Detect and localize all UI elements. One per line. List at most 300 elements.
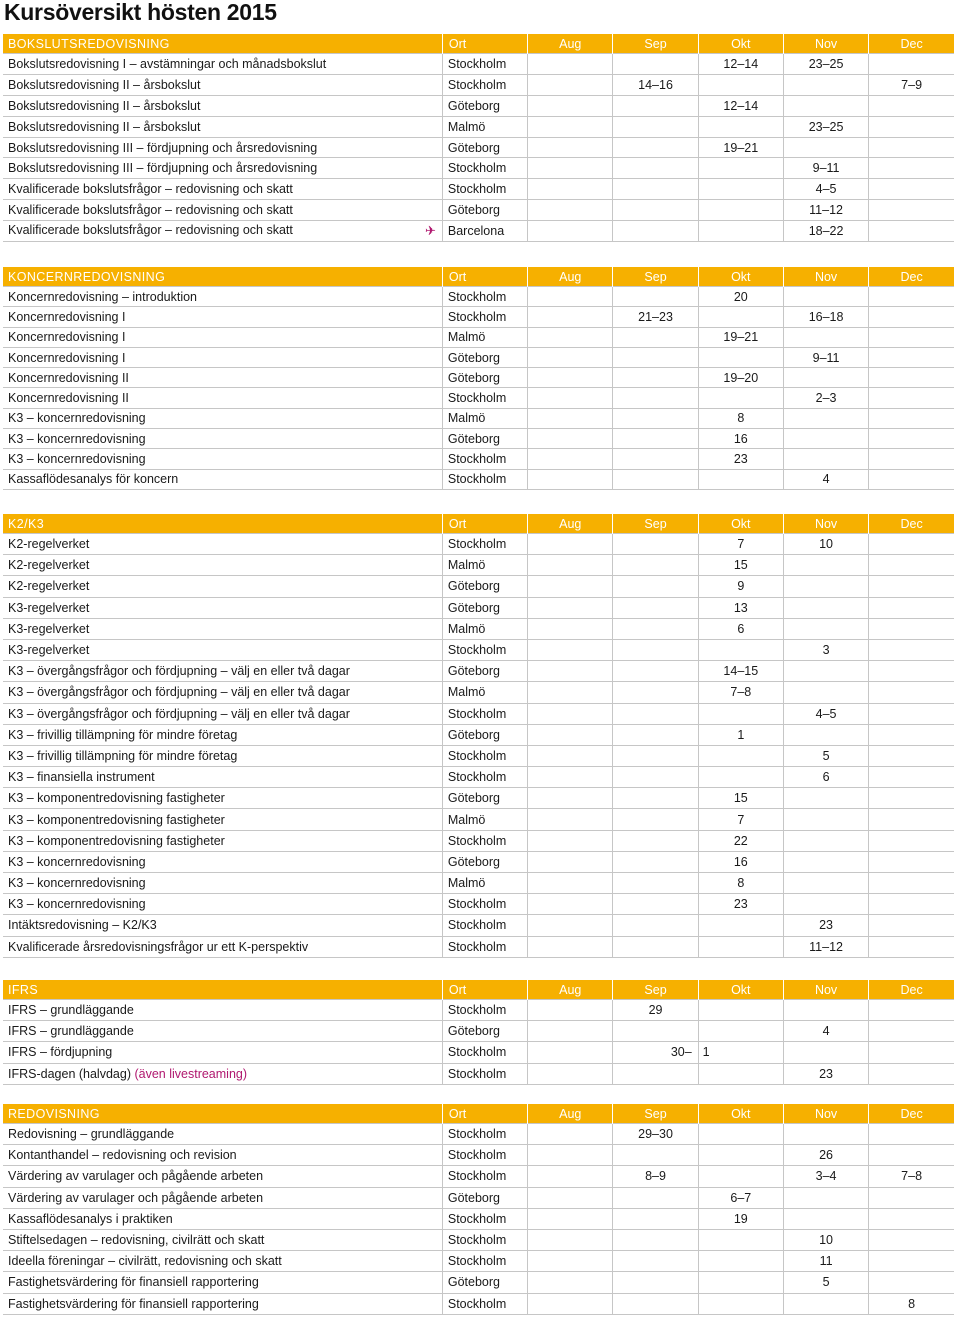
course-date: 13: [698, 597, 783, 618]
course-name-text: Fastighetsvärdering för finansiell rapportering: [8, 1275, 259, 1290]
course-city: Malmö: [442, 116, 527, 137]
course-date: [613, 767, 698, 788]
column-header-month: Dec: [869, 34, 954, 54]
course-table-ifrs: [3, 980, 954, 1085]
course-date: [613, 449, 698, 469]
course-date: 10: [783, 534, 868, 555]
course-name-text: Intäktsredovisning – K2/K3: [8, 918, 157, 933]
course-date: [698, 767, 783, 788]
course-name-text: Kassaflödesanalys i praktiken: [8, 1211, 173, 1226]
course-date: [528, 221, 613, 242]
course-date: 7: [698, 809, 783, 830]
course-table-bokslutsredovisning: [3, 34, 954, 242]
course-table-redovisning: [3, 1104, 954, 1315]
course-name-text: Kvalificerade bokslutsfrågor – redovisning och skatt: [8, 182, 293, 197]
course-name: [3, 327, 442, 347]
course-name-text: Bokslutsredovisning III – fördjupning och årsredovisning: [8, 161, 318, 176]
column-header-month: Aug: [528, 34, 613, 54]
column-header-city: Ort: [442, 267, 527, 287]
course-date: [698, 703, 783, 724]
livestream-note: (även livestreaming): [134, 1066, 248, 1081]
course-date: [528, 576, 613, 597]
course-name-text: Koncernredovisning – introduktion: [8, 289, 198, 304]
course-city: Malmö: [442, 327, 527, 347]
course-date: [528, 809, 613, 830]
course-city: Stockholm: [442, 1145, 527, 1166]
table-header-row: [3, 514, 954, 534]
table-row: [3, 116, 954, 137]
course-city: Göteborg: [442, 597, 527, 618]
course-date: 7–9: [869, 74, 954, 95]
table-row: [3, 1251, 954, 1272]
course-city: Malmö: [442, 809, 527, 830]
column-header-month: Okt: [698, 514, 783, 534]
course-date: [783, 449, 868, 469]
course-date: [869, 54, 954, 75]
course-date: [528, 915, 613, 936]
column-header-month: Okt: [698, 980, 783, 1000]
course-city: Malmö: [442, 555, 527, 576]
section-title: REDOVISNING: [3, 1104, 442, 1124]
course-date: [783, 429, 868, 449]
course-date: [613, 576, 698, 597]
course-name: [3, 1293, 442, 1314]
course-date: 23: [783, 1063, 868, 1084]
course-name-text: Bokslutsredovisning II – årsbokslut: [8, 98, 201, 113]
course-name: [3, 1272, 442, 1293]
course-name-text: Kvalificerade årsredovisningsfrågor ur ett K-perspektiv: [8, 939, 309, 954]
course-date: [613, 703, 698, 724]
course-date: [698, 1145, 783, 1166]
column-header-month: Okt: [698, 34, 783, 54]
course-date: [528, 1293, 613, 1314]
course-date: [528, 788, 613, 809]
course-city: Stockholm: [442, 1293, 527, 1314]
course-name-text: Koncernredovisning II: [8, 391, 129, 406]
table-row: [3, 327, 954, 347]
course-name-text: K3 – koncernredovisning: [8, 876, 146, 891]
course-date: [869, 429, 954, 449]
course-date: [613, 555, 698, 576]
course-date: [783, 830, 868, 851]
course-date: [613, 1145, 698, 1166]
course-date: [613, 809, 698, 830]
course-date: [869, 469, 954, 489]
course-date: [528, 618, 613, 639]
course-date: [528, 137, 613, 158]
table-row: [3, 368, 954, 388]
course-city: Göteborg: [442, 1021, 527, 1042]
course-date: [528, 682, 613, 703]
course-city: Malmö: [442, 682, 527, 703]
course-date: [869, 724, 954, 745]
table-row: [3, 54, 954, 75]
course-date: [783, 788, 868, 809]
course-city: Stockholm: [442, 1229, 527, 1250]
course-name-text: Kassaflödesanalys för koncern: [8, 472, 179, 487]
course-date: [869, 576, 954, 597]
course-date: 4: [783, 1021, 868, 1042]
course-date: 6: [783, 767, 868, 788]
course-name: [3, 809, 442, 830]
table-row: [3, 1124, 954, 1145]
course-name-text: IFRS – fördjupning: [8, 1045, 113, 1060]
table-row: [3, 1063, 954, 1084]
course-city: Stockholm: [442, 1166, 527, 1187]
column-header-month: Sep: [613, 980, 698, 1000]
course-date: [783, 368, 868, 388]
table-row: [3, 788, 954, 809]
course-date: 11–12: [783, 200, 868, 221]
course-date: [698, 1000, 783, 1021]
course-name: [3, 449, 442, 469]
course-date: 16: [698, 429, 783, 449]
course-city: Stockholm: [442, 449, 527, 469]
table-row: [3, 703, 954, 724]
column-header-month: Nov: [783, 514, 868, 534]
course-name: [3, 1166, 442, 1187]
course-date: [613, 221, 698, 242]
course-date: [528, 851, 613, 872]
table-row: [3, 1000, 954, 1021]
course-city: Malmö: [442, 618, 527, 639]
course-name: [3, 703, 442, 724]
course-name-text: K3 – frivillig tillämpning för mindre företag: [8, 748, 238, 763]
course-name-text: K3 – komponentredovisning fastigheter: [8, 833, 225, 848]
course-date: [698, 1251, 783, 1272]
course-city: Stockholm: [442, 307, 527, 327]
course-date: [698, 1021, 783, 1042]
course-date: [613, 894, 698, 915]
course-name: [3, 1229, 442, 1250]
course-date: [869, 347, 954, 367]
course-date: [869, 851, 954, 872]
table-row: [3, 287, 954, 307]
course-date: 4–5: [783, 179, 868, 200]
column-header-city: Ort: [442, 514, 527, 534]
course-date: [869, 1251, 954, 1272]
course-name: [3, 830, 442, 851]
course-city: Stockholm: [442, 1251, 527, 1272]
course-date: [869, 116, 954, 137]
course-name-text: Koncernredovisning II: [8, 370, 129, 385]
column-header-city: Ort: [442, 34, 527, 54]
course-date: 20: [698, 287, 783, 307]
course-name-text: Kvalificerade bokslutsfrågor – redovisning och skatt: [8, 203, 293, 218]
course-date: 29–30: [613, 1124, 698, 1145]
course-city: Stockholm: [442, 54, 527, 75]
course-date: 30–: [613, 1042, 698, 1063]
course-date: 8: [698, 408, 783, 428]
course-date: [528, 661, 613, 682]
course-date: [528, 1145, 613, 1166]
course-name-text: K3 – frivillig tillämpning för mindre företag: [8, 727, 238, 742]
course-date: [528, 639, 613, 660]
course-date: [783, 618, 868, 639]
course-date: [869, 915, 954, 936]
course-name-text: Koncernredovisning I: [8, 309, 126, 324]
course-date: [869, 449, 954, 469]
course-name-text: Kvalificerade bokslutsfrågor – redovisning och skatt: [8, 223, 293, 238]
course-date: [869, 95, 954, 116]
table-row: [3, 158, 954, 179]
course-city: Stockholm: [442, 767, 527, 788]
course-date: [869, 158, 954, 179]
column-header-month: Sep: [613, 267, 698, 287]
course-date: [528, 724, 613, 745]
section-title: BOKSLUTSREDOVISNING: [3, 34, 442, 54]
course-date: [783, 1124, 868, 1145]
course-name-text: K3-regelverket: [8, 621, 90, 636]
course-name: [3, 745, 442, 766]
course-date: [783, 1293, 868, 1314]
table-row: [3, 388, 954, 408]
course-date: [613, 724, 698, 745]
course-name-text: Ideella föreningar – civilrätt, redovisning och skatt: [8, 1254, 282, 1269]
course-date: [783, 809, 868, 830]
course-date: [613, 1063, 698, 1084]
column-header-month: Dec: [869, 267, 954, 287]
table-row: [3, 1272, 954, 1293]
course-date: [869, 703, 954, 724]
course-date: [869, 1021, 954, 1042]
course-name: [3, 368, 442, 388]
column-header-city: Ort: [442, 1104, 527, 1124]
table-row: [3, 894, 954, 915]
course-date: 3–4: [783, 1166, 868, 1187]
course-city: Stockholm: [442, 534, 527, 555]
course-date: 9: [698, 576, 783, 597]
course-name-text: Fastighetsvärdering för finansiell rapportering: [8, 1296, 259, 1311]
course-date: [613, 95, 698, 116]
course-name-text: K3 – komponentredovisning fastigheter: [8, 812, 225, 827]
table-row: [3, 221, 954, 242]
course-name-text: Bokslutsredovisning I – avstämningar och månadsbokslut: [8, 56, 327, 71]
course-date: 23–25: [783, 116, 868, 137]
course-date: [528, 54, 613, 75]
course-name: [3, 915, 442, 936]
course-date: [528, 767, 613, 788]
course-date: [528, 936, 613, 957]
column-header-month: Okt: [698, 267, 783, 287]
course-date: [698, 179, 783, 200]
course-date: [528, 1251, 613, 1272]
course-name: [3, 1021, 442, 1042]
course-date: 1: [698, 1042, 783, 1063]
table-row: [3, 307, 954, 327]
column-header-month: Sep: [613, 34, 698, 54]
course-date: [528, 327, 613, 347]
table-row: [3, 534, 954, 555]
course-date: [869, 368, 954, 388]
course-date: 4–5: [783, 703, 868, 724]
course-date: [869, 307, 954, 327]
table-header-row: [3, 1104, 954, 1124]
course-date: [783, 137, 868, 158]
course-city: Stockholm: [442, 1042, 527, 1063]
course-date: [869, 1208, 954, 1229]
course-name-text: K3-regelverket: [8, 643, 90, 658]
course-date: [869, 408, 954, 428]
course-date: [783, 576, 868, 597]
course-name-text: K2-regelverket: [8, 537, 90, 552]
course-date: [698, 158, 783, 179]
course-date: [528, 1187, 613, 1208]
course-name: [3, 1063, 442, 1084]
course-date: [528, 1208, 613, 1229]
course-city: Göteborg: [442, 851, 527, 872]
course-name: [3, 555, 442, 576]
course-date: 21–23: [613, 307, 698, 327]
course-name: [3, 639, 442, 660]
course-name: [3, 1187, 442, 1208]
table-row: [3, 639, 954, 660]
course-name: [3, 54, 442, 75]
course-date: [869, 1145, 954, 1166]
course-date: [869, 200, 954, 221]
table-row: [3, 597, 954, 618]
course-date: [698, 221, 783, 242]
course-date: [783, 287, 868, 307]
course-name: [3, 767, 442, 788]
course-date: [783, 1042, 868, 1063]
course-city: Stockholm: [442, 703, 527, 724]
course-city: Stockholm: [442, 1124, 527, 1145]
course-date: [613, 618, 698, 639]
course-name: [3, 724, 442, 745]
course-date: [698, 1063, 783, 1084]
course-name: [3, 661, 442, 682]
table-row: [3, 767, 954, 788]
course-name: [3, 534, 442, 555]
course-date: [613, 429, 698, 449]
course-date: 12–14: [698, 95, 783, 116]
course-date: [613, 408, 698, 428]
course-city: Stockholm: [442, 894, 527, 915]
course-city: Malmö: [442, 873, 527, 894]
course-date: 19–20: [698, 368, 783, 388]
course-name: [3, 137, 442, 158]
course-date: [869, 830, 954, 851]
course-date: [613, 158, 698, 179]
course-date: [698, 915, 783, 936]
table-row: [3, 809, 954, 830]
course-date: [869, 873, 954, 894]
table-row: [3, 661, 954, 682]
course-name-text: K3-regelverket: [8, 600, 90, 615]
course-date: [698, 347, 783, 367]
table-row: [3, 873, 954, 894]
column-header-month: Aug: [528, 1104, 613, 1124]
course-city: Stockholm: [442, 745, 527, 766]
course-name-text: K3 – koncernredovisning: [8, 431, 146, 446]
course-city: Göteborg: [442, 1272, 527, 1293]
course-date: [528, 1124, 613, 1145]
table-row: [3, 408, 954, 428]
table-row: [3, 618, 954, 639]
course-date: [869, 1042, 954, 1063]
course-name: [3, 347, 442, 367]
course-date: [869, 767, 954, 788]
course-date: [698, 1166, 783, 1187]
course-date: [613, 137, 698, 158]
course-date: [613, 1272, 698, 1293]
course-date: [528, 1229, 613, 1250]
course-date: [783, 597, 868, 618]
course-name: [3, 873, 442, 894]
course-date: 23: [698, 894, 783, 915]
course-date: [869, 1272, 954, 1293]
course-date: [528, 745, 613, 766]
course-date: 22: [698, 830, 783, 851]
course-date: [613, 873, 698, 894]
course-city: Göteborg: [442, 724, 527, 745]
course-date: [613, 915, 698, 936]
course-city: Göteborg: [442, 368, 527, 388]
course-city: Göteborg: [442, 429, 527, 449]
course-name-text: IFRS – grundläggande: [8, 1024, 134, 1039]
course-name: [3, 388, 442, 408]
course-name-text: K3 – övergångsfrågor och fördjupning – välj en eller två dagar: [8, 685, 350, 700]
course-date: [783, 851, 868, 872]
course-date: 9–11: [783, 347, 868, 367]
course-city: Stockholm: [442, 1000, 527, 1021]
course-table-k2-k3: [3, 514, 954, 958]
course-date: [869, 788, 954, 809]
table-row: [3, 1187, 954, 1208]
course-name: [3, 200, 442, 221]
course-name: [3, 408, 442, 428]
course-name-text: Redovisning – grundläggande: [8, 1127, 175, 1142]
course-name: [3, 95, 442, 116]
table-row: [3, 915, 954, 936]
course-city: Malmö: [442, 408, 527, 428]
table-row: [3, 347, 954, 367]
course-city: Stockholm: [442, 1063, 527, 1084]
course-date: [613, 682, 698, 703]
course-date: [528, 158, 613, 179]
course-date: [613, 1251, 698, 1272]
course-city: Stockholm: [442, 915, 527, 936]
course-name-text: K3 – koncernredovisning: [8, 452, 146, 467]
airplane-icon: ✈: [424, 223, 436, 239]
course-date: [528, 703, 613, 724]
course-name-text: IFRS – grundläggande: [8, 1003, 134, 1018]
table-row: [3, 1021, 954, 1042]
course-date: [783, 661, 868, 682]
table-row: [3, 469, 954, 489]
course-date: 7–8: [869, 1166, 954, 1187]
course-date: [869, 809, 954, 830]
course-name: [3, 429, 442, 449]
table-row: [3, 830, 954, 851]
course-name: [3, 576, 442, 597]
section-title: IFRS: [3, 980, 442, 1000]
course-date: 1: [698, 724, 783, 745]
course-date: [783, 555, 868, 576]
course-date: [869, 388, 954, 408]
course-date: [869, 936, 954, 957]
course-date: 9–11: [783, 158, 868, 179]
course-date: [783, 873, 868, 894]
table-row: [3, 137, 954, 158]
column-header-month: Okt: [698, 1104, 783, 1124]
table-row: [3, 555, 954, 576]
course-name: [3, 682, 442, 703]
course-date: [613, 851, 698, 872]
course-date: [528, 408, 613, 428]
column-header-month: Aug: [528, 980, 613, 1000]
